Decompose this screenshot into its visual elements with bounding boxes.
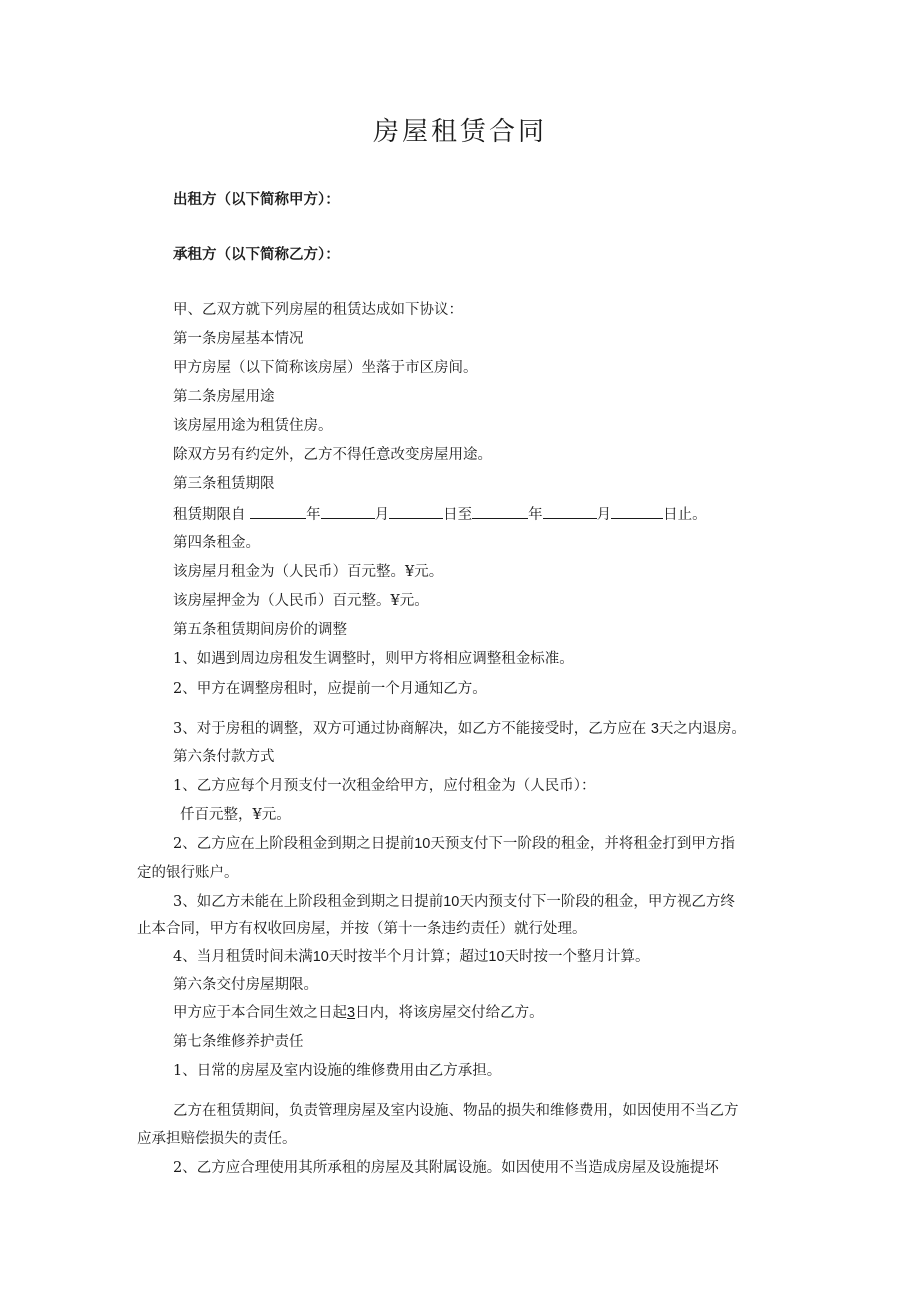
article-2-text-2: 除双方另有约定外，乙方不得任意改变房屋用途。 <box>173 447 492 463</box>
start-day-label: 日至 <box>443 507 473 523</box>
article-6-item-2-tail: 天预支付下一阶段的租金，并将租金打到甲方指 <box>430 836 735 852</box>
full-month-threshold: 10 <box>488 949 505 965</box>
half-month-threshold: 10 <box>312 949 329 965</box>
intro-line: 甲、乙双方就下列房屋的租赁达成如下协议： <box>173 302 463 318</box>
article-6-item-3-cont: 止本合同，甲方有权收回房屋，并按（第十一条违约责任）就行处理。 <box>137 921 587 937</box>
delivery-text-tail: 日内，将该房屋交付给乙方。 <box>355 1005 544 1021</box>
article-1-text: 甲方房屋（以下简称该房屋）坐落于市区房间。 <box>173 360 478 376</box>
article-6-item-1-cont: 仟百元整，¥元。 <box>180 807 291 823</box>
lease-term-line <box>173 503 707 526</box>
start-month-label: 月 <box>374 507 390 523</box>
end-month-label: 月 <box>596 507 612 523</box>
article-5-item-3-tail: 天之内退房。 <box>658 721 746 737</box>
late-prepay-days: 10 <box>443 894 460 910</box>
article-6-item-1: 1、乙方应每个月预支付一次租金给甲方，应付租金为（人民币）： <box>173 778 596 794</box>
delivery-text <box>173 1002 544 1024</box>
article-2-text-1: 该房屋用途为租赁住房。 <box>173 418 333 434</box>
end-month-blank <box>543 503 597 519</box>
article-6-item-4-tail: 天时按一个整月计算。 <box>504 949 650 965</box>
article-1-heading: 第一条房屋基本情况 <box>173 331 304 347</box>
article-7-heading: 第七条维修养护责任 <box>173 1034 304 1050</box>
article-5-item-2: 2、甲方在调整房租时，应提前一个月通知乙方。 <box>173 681 487 697</box>
end-year-label: 年 <box>528 507 543 523</box>
article-6-item-4 <box>173 946 650 968</box>
lease-term-prefix: 租赁期限自 <box>173 507 251 523</box>
deposit-line: 该房屋押金为（人民币）百元整。¥元。 <box>173 593 429 609</box>
article-6-item-3 <box>173 891 735 913</box>
article-6-item-4-text: 4、当月租赁时间未满 <box>173 949 313 965</box>
article-6-item-2-cont: 定的银行账户。 <box>137 865 239 881</box>
article-5-item-3-text: 3、对于房租的调整，双方可通过协商解决，如乙方不能接受时，乙方应在 <box>173 721 647 737</box>
prepay-days: 10 <box>414 836 431 852</box>
article-6-item-4-mid: 天时按半个月计算；超过 <box>328 949 489 965</box>
delivery-heading: 第六条交付房屋期限。 <box>173 977 318 993</box>
monthly-rent-line: 该房屋月租金为（人民币）百元整。¥元。 <box>173 564 444 580</box>
start-day-blank <box>389 503 443 519</box>
article-6-item-2 <box>173 833 735 855</box>
lessee-line: 承租方（以下简称乙方）： <box>173 246 340 263</box>
article-6-item-2-text: 2、乙方应在上阶段租金到期之日提前 <box>173 836 415 852</box>
article-6-heading: 第六条付款方式 <box>173 749 275 765</box>
article-5-item-1: 1、如遇到周边房租发生调整时，则甲方将相应调整租金标准。 <box>173 651 574 667</box>
lessor-line: 出租方（以下简称甲方）： <box>173 191 340 208</box>
article-7-item-2: 2、乙方应合理使用其所承租的房屋及其附属设施。如因使用不当造成房屋及设施提坏 <box>173 1160 719 1176</box>
article-5-heading: 第五条租赁期间房价的调整 <box>173 622 347 638</box>
article-2-heading: 第二条房屋用途 <box>173 389 275 405</box>
article-7-paragraph: 乙方在租赁期间，负责管理房屋及室内设施、物品的损失和维修费用，如因使用不当乙方 <box>173 1103 739 1119</box>
end-day-label: 日止。 <box>663 507 707 523</box>
end-day-blank <box>611 503 663 519</box>
end-year-blank <box>472 503 528 519</box>
article-6-item-3-text: 3、如乙方未能在上阶段租金到期之日提前 <box>173 894 444 910</box>
move-out-days: 3 <box>650 721 659 737</box>
start-year-blank <box>250 503 306 519</box>
article-4-heading: 第四条租金。 <box>173 535 260 551</box>
start-month-blank <box>321 503 375 519</box>
article-5-item-3 <box>173 718 746 740</box>
start-year-label: 年 <box>306 507 321 523</box>
page-title: 房屋租赁合同 <box>372 117 547 147</box>
delivery-days: 3 <box>347 1005 356 1021</box>
article-7-paragraph-cont: 应承担赔偿损失的责任。 <box>137 1131 297 1147</box>
article-3-heading: 第三条租赁期限 <box>173 476 275 492</box>
article-6-item-3-tail: 天内预支付下一阶段的租金，甲方视乙方终 <box>459 894 735 910</box>
article-7-item-1: 1、日常的房屋及室内设施的维修费用由乙方承担。 <box>173 1063 502 1079</box>
delivery-text-start: 甲方应于本合同生效之日起 <box>173 1005 347 1021</box>
